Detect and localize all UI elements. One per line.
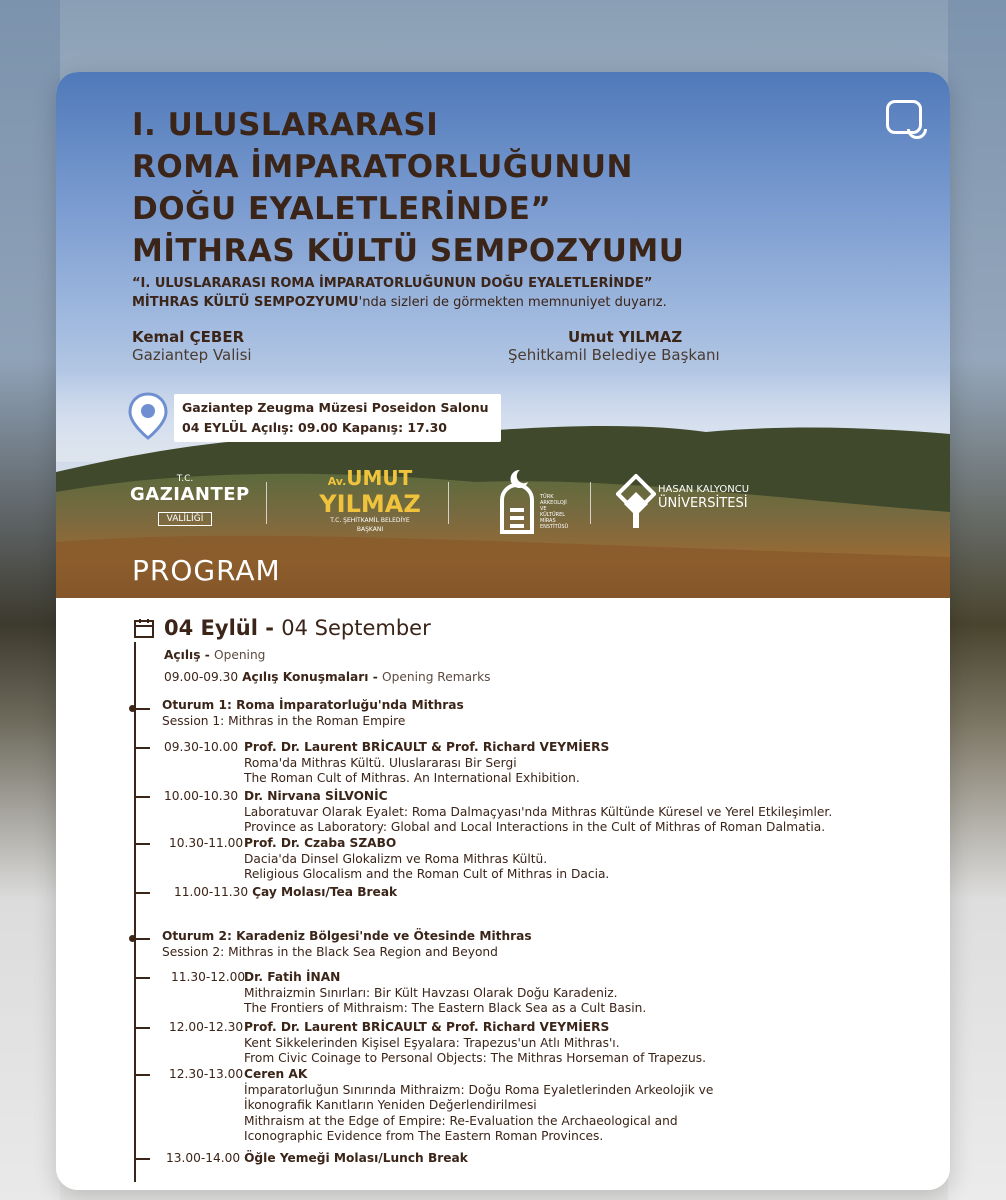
timeline-line — [134, 642, 136, 1182]
hku-mark-icon — [616, 474, 656, 530]
umut-yilmaz-logo: Av.UMUT YILMAZ T.C. ŞEHİTKAMİL BELEDİYE BAŞKANI — [319, 466, 421, 533]
background-blur-left — [0, 0, 60, 1200]
talk-row: 10.30-11.00 Prof. Dr. Czaba SZABO Dacia'da Dinsel Glokalizm ve Roma Mithras Kültü. Religious Glocalism and the Roman Cult of Mithras in Dacia. — [169, 836, 610, 881]
timeline-tick — [134, 892, 150, 894]
timeline-tick — [134, 843, 150, 845]
program-heading: PROGRAM — [132, 554, 281, 587]
talk-row: 12.00-12.30 Prof. Dr. Laurent BRİCAULT & Prof. Richard VEYMİERS Kent Sikkelerinden Kişisel Eşyalara: Trapezus'un Atlı Mithras'ı. From Civic Coinage to Personal Objects: The Mithras Horseman of Trapezus. — [169, 1020, 707, 1065]
talk-row: 11.30-12.00 Dr. Fatih İNAN Mithraizmin Sınırları: Bir Kült Havzası Olarak Doğu Karadeniz. The Frontiers of Mithraism: The Eastern Black Sea as a Cult Basin. — [171, 970, 647, 1015]
poster-hero — [56, 72, 950, 598]
logo-divider — [266, 482, 267, 524]
session-2-header: Oturum 2: Karadeniz Bölgesi'nde ve Ötesinde Mithras Session 2: Mithras in the Black Sea Region and Beyond — [162, 929, 532, 959]
background-blur-right — [948, 0, 1006, 1200]
poster-card — [56, 72, 950, 1190]
timeline-tick — [134, 747, 150, 749]
calendar-icon — [134, 618, 154, 638]
break-row: 13.00-14.00 Öğle Yemeği Molası/Lunch Break — [166, 1151, 468, 1165]
logo-divider — [448, 482, 449, 524]
crescent-arch-icon — [496, 468, 538, 534]
timeline-tick — [134, 708, 150, 710]
timeline-tick — [134, 1158, 150, 1160]
logo-strip: T.C. GAZIANTEP VALİLİĞİ Av.UMUT YILMAZ T.C. ŞEHİTKAMİL BELEDİYE BAŞKANI TÜRK ARKEOLOJİ VE KÜLTÜREL MİRAS ENSTİTÜSÜ HASAN KALYONCU ÜNİVERSİTESİ — [130, 466, 750, 533]
gaziantep-valiligi-logo: T.C. GAZIANTEP VALİLİĞİ — [130, 474, 250, 524]
host-mayor: Umut YILMAZ Şehitkamil Belediye Başkanı — [508, 328, 720, 364]
invitation-text: “I. ULUSLARARASI ROMA İMPARATORLUĞUNUN DOĞU EYALETLERİNDE” MİTHRAS KÜLTÜ SEMPOZYUMU'nda sizleri de görmekten memnuniyet duyarız. — [132, 276, 667, 310]
logo-divider — [590, 482, 591, 524]
break-row: 11.00-11.30 Çay Molası/Tea Break — [174, 885, 398, 899]
day-heading: 04 Eylül - 04 September — [164, 616, 431, 640]
timeline-tick — [134, 938, 150, 940]
location-pin-icon — [128, 392, 168, 440]
timeline-tick — [134, 1027, 150, 1029]
host-governor: Kemal ÇEBER Gaziantep Valisi — [132, 328, 252, 364]
venue-box: Gaziantep Zeugma Müzesi Poseidon Salonu 04 EYLÜL Açılış: 09.00 Kapanış: 17.30 — [174, 394, 501, 442]
talk-row: 12.30-13.00 Ceren AK İmparatorluğun Sınırında Mithraizm: Doğu Roma Eyaletlerinden Arkeolojik ve İkonografik Kanıtların Yeniden Değerlendirilmesi Mithraism at the Edge of Empire: Re-Evaluation the Archaeological and Iconographic Evidence from The Eastern Roman Provinces. — [169, 1067, 714, 1143]
poster-title: I. ULUSLARARASI ROMA İMPARATORLUĞUNUN DOĞU EYALETLERİNDE” MİTHRAS KÜLTÜ SEMPOZYUMU — [132, 107, 685, 269]
talk-row: 09.30-10.00 Prof. Dr. Laurent BRİCAULT & Prof. Richard VEYMİERS Roma'da Mithras Kültü. Uluslararası Bir Sergi The Roman Cult of Mithras. An International Exhibition. — [164, 740, 610, 785]
talk-row: 10.00-10.30 Dr. Nirvana SİLVONİC Laboratuvar Olarak Eyalet: Roma Dalmaçyası'nda Mithras Kültünde Küresel ve Yerel Etkileşimler. Province as Laboratory: Global and Local Interactions in the Cult of Mithras of Roman Dalmatia. — [164, 789, 833, 834]
program-schedule — [56, 598, 950, 1190]
opening-remarks-row: 09.00-09.30 Açılış Konuşmaları - Opening Remarks — [164, 670, 491, 684]
timeline-tick — [134, 796, 150, 798]
opening-row: Açılış - Opening — [164, 648, 266, 662]
timeline-tick — [134, 977, 150, 979]
session-1-header: Oturum 1: Roma İmparatorluğu'nda Mithras Session 1: Mithras in the Roman Empire — [162, 698, 464, 728]
timeline-tick — [134, 1074, 150, 1076]
